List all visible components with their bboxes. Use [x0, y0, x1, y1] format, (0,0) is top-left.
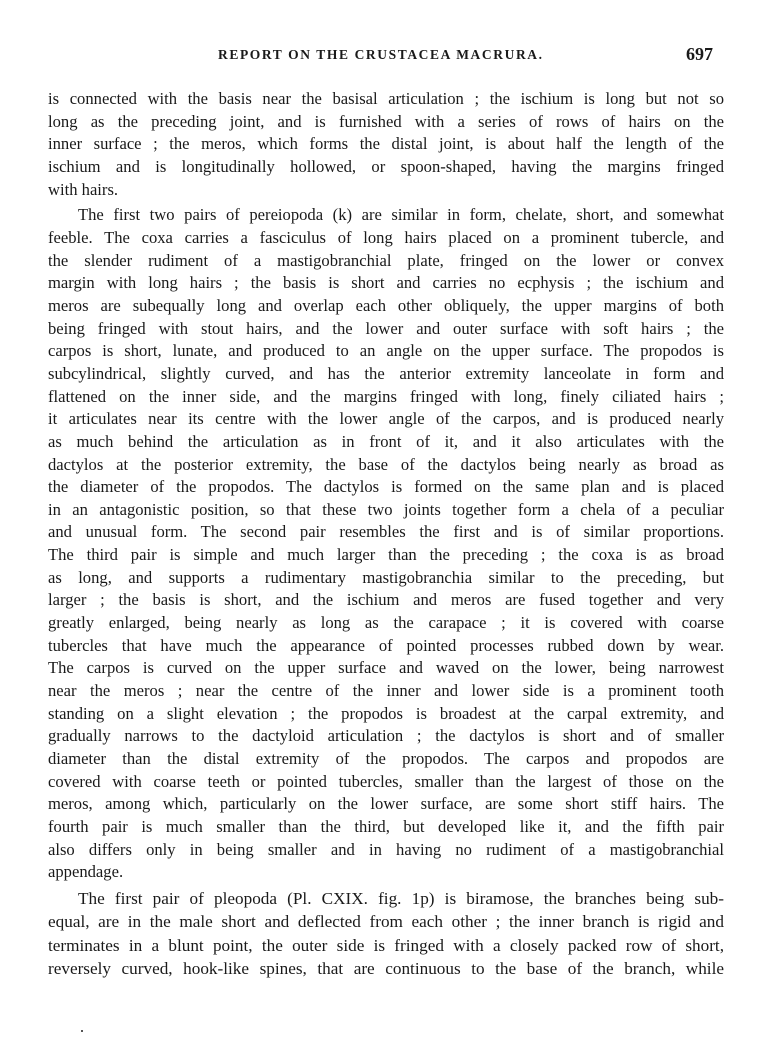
text-line: terminates in a blunt point, the outer side is fringed with a closely packed row of short, [48, 935, 724, 955]
text-line: The third pair is simple and much larger than the preceding ; the coxa is as broad [48, 545, 724, 565]
text-line: fourth pair is much smaller than the third, but developed like it, and the fifth pair [48, 817, 724, 836]
page-header [0, 44, 776, 68]
print-speck [81, 1030, 83, 1032]
text-line: diameter than the distal extremity of the propodos. The carpos and propodos are [48, 749, 724, 769]
text-line: in an antagonistic position, so that these two joints together form a chela of a peculiar [48, 499, 724, 519]
text-line: meros are subequally long and overlap each other obliquely, the upper margins of both [48, 295, 724, 315]
text-line: the diameter of the propodos. The dactylos is formed on the same plan and is placed [48, 477, 724, 497]
text-line: dactylos at the posterior extremity, the base of the dactylos being nearly as broad as [48, 454, 724, 474]
text-line: flattened on the inner side, and the margins fringed with long, finely ciliated hairs ; [48, 386, 724, 406]
page-number: 697 [686, 44, 713, 64]
text-line: subcylindrical, slightly curved, and has the anterior extremity lanceolate in form and [48, 363, 724, 383]
text-line: the slender rudiment of a mastigobranchial plate, fringed on the lower or convex [48, 250, 724, 270]
text-line: ischium and is longitudinally hollowed, or spoon-shaped, having the margins fringed [48, 156, 724, 176]
text-line: with hairs. [48, 179, 119, 199]
text-line: greatly enlarged, being nearly as long as the carapace ; it is covered with coarse [48, 613, 724, 633]
text-line: appendage. [48, 862, 124, 882]
body-text [48, 88, 724, 981]
text-line: tubercles that have much the appearance of pointed processes rubbed down by wear. [48, 635, 724, 655]
text-line: larger ; the basis is short, and the ischium and meros are fused together and very [48, 590, 724, 610]
text-line: meros, among which, particularly on the lower surface, are some short stiff hairs. The [48, 794, 724, 814]
text-line: being fringed with stout hairs, and the lower and outer surface with soft hairs ; the [48, 318, 724, 338]
text-line: as much behind the articulation as in front of it, and it also articulates with the [48, 431, 724, 451]
text-line: equal, are in the male short and deflected from each other ; the inner branch is rigid and [48, 912, 724, 932]
text-line: long as the preceding joint, and is furnished with a series of rows of hairs on the [48, 111, 724, 131]
text-line: also differs only in being smaller and in having no rudiment of a mastigobranchial [48, 839, 724, 859]
text-line: and unusual form. The second pair resembles the first and is of similar proportions. [48, 522, 724, 542]
text-line: feeble. The coxa carries a fasciculus of long hairs placed on a prominent tubercle, and [48, 227, 724, 247]
text-line: The first two pairs of pereiopoda (k) are similar in form, chelate, short, and somewhat [78, 205, 724, 225]
text-line: inner surface ; the meros, which forms the distal joint, is about half the length of the [48, 134, 724, 154]
paragraph [48, 887, 724, 981]
text-line: covered with coarse teeth or pointed tubercles, smaller than the largest of those on the [48, 771, 724, 791]
text-line: gradually narrows to the dactyloid articulation ; the dactylos is short and of smaller [48, 726, 724, 746]
text-line: margin with long hairs ; the basis is short and carries no ecphysis ; the ischium and [48, 273, 724, 293]
running-title: REPORT ON THE CRUSTACEA MACRURA. [218, 47, 544, 62]
text-line: The carpos is curved on the upper surface and waved on the lower, being narrowest [48, 658, 724, 678]
text-line: reversely curved, hook-like spines, that are continuous to the base of the branch, while [48, 959, 724, 979]
text-line: standing on a slight elevation ; the propodos is broadest at the carpal extremity, and [48, 703, 724, 723]
text-line: The first pair of pleopoda (Pl. CXIX. fig. 1p) is biramose, the branches being sub- [78, 888, 724, 908]
paragraph [48, 204, 724, 884]
text-line: is connected with the basis near the basisal articulation ; the ischium is long but not so [48, 89, 724, 108]
text-line: as long, and supports a rudimentary mastigobranchia similar to the preceding, but [48, 567, 724, 587]
paragraph [48, 88, 724, 201]
text-line: carpos is short, lunate, and produced to an angle on the upper surface. The propodos is [48, 341, 724, 361]
text-line: it articulates near its centre with the lower angle of the carpos, and is produced nearly [48, 409, 724, 429]
text-line: near the meros ; near the centre of the inner and lower side is a prominent tooth [48, 681, 724, 701]
